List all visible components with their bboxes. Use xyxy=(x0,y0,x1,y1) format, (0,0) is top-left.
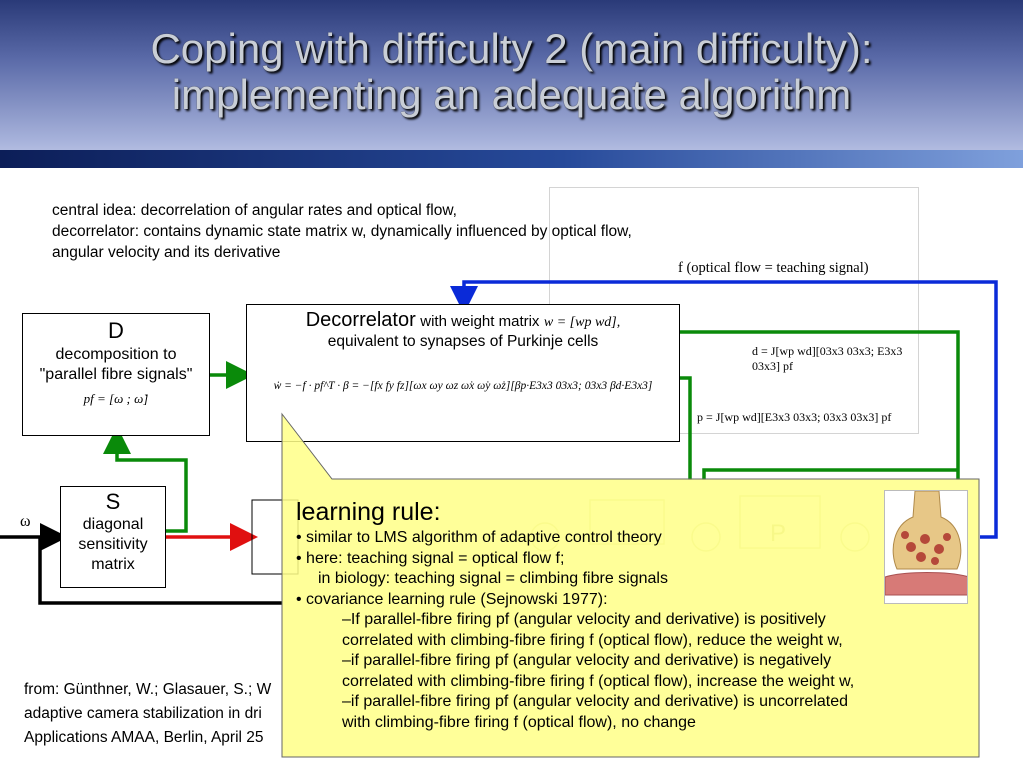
source-line-2: adaptive camera stabilization in dri xyxy=(24,705,262,722)
omega-input-label: ω xyxy=(20,513,31,530)
decorrelator-equation: ẇ = −f · pf^T · β = −[fx fy fz][ωx ωy ωz ω̇x ω̇y ω̇z][βp·E3x3 03x3; 03x3 βd·E3x3] xyxy=(273,380,653,392)
block-s-line-3: matrix xyxy=(91,556,135,573)
case-negative-1: –if parallel-fibre firing pf (angular velocity and derivative) is negatively xyxy=(342,652,832,669)
case-uncorrelated-2: with climbing-fibre firing f (optical flow), no change xyxy=(342,713,696,731)
block-s-line-2: sensitivity xyxy=(78,536,148,553)
bullet-teaching-signal: • here: teaching signal = optical flow f; xyxy=(296,549,565,567)
d-equation: d = J[wp wd][03x3 03x3; E3x3 03x3] pf xyxy=(752,344,903,373)
source-line-1: from: Günthner, W.; Glasauer, S.; W xyxy=(24,681,272,698)
case-positive-2: correlated with climbing-fibre firing f (optical flow), reduce the weight w, xyxy=(342,631,843,649)
block-s-line-1: diagonal xyxy=(82,516,144,533)
block-d-line-2: "parallel fibre signals" xyxy=(39,366,193,383)
bullet-teaching-signal-cont: in biology: teaching signal = climbing fibre signals xyxy=(318,570,668,587)
intro-line-3: angular velocity and its derivative xyxy=(52,244,281,261)
block-s-letter: S xyxy=(105,489,121,514)
block-d-formula: pf = [ω ; ω̇] xyxy=(83,391,149,406)
decorrelator-line-1-rest: with weight matrix xyxy=(420,313,540,330)
bullet-lms: • similar to LMS algorithm of adaptive control theory xyxy=(296,529,662,546)
title-line-1: Coping with difficulty 2 (main difficulty): xyxy=(150,25,873,72)
case-uncorrelated-1: –if parallel-fibre firing pf (angular velocity and derivative) is uncorrelated xyxy=(342,693,849,710)
decorrelator-name: Decorrelator xyxy=(305,309,416,331)
p-equation: p = J[wp wd][E3x3 03x3; 03x3 03x3] pf xyxy=(697,410,892,424)
source-line-3: Applications AMAA, Berlin, April 25 xyxy=(24,729,264,746)
learning-rule-text xyxy=(296,496,976,733)
block-d-line-1: decomposition to xyxy=(55,346,177,363)
teaching-signal-label: f (optical flow = teaching signal) xyxy=(678,260,869,276)
case-negative-2: correlated with climbing-fibre firing f (optical flow), increase the weight w, xyxy=(342,672,855,690)
intro-line-1: central idea: decorrelation of angular rates and optical flow, xyxy=(52,202,457,219)
bullet-covariance: • covariance learning rule (Sejnowski 1977): xyxy=(296,590,608,608)
case-positive-1: –If parallel-fibre firing pf (angular velocity and derivative) is positively xyxy=(342,611,826,628)
intro-line-2: decorrelator: contains dynamic state matrix w, dynamically influenced by optical flow, xyxy=(52,223,632,240)
weight-expression: w = [wp wd], xyxy=(543,315,621,330)
decorrelator-line-2: equivalent to synapses of Purkinje cells xyxy=(327,333,599,350)
block-d-letter: D xyxy=(108,318,124,343)
title-line-2: implementing an adequate algorithm xyxy=(171,71,852,118)
learning-rule-title: learning rule: xyxy=(296,498,441,526)
